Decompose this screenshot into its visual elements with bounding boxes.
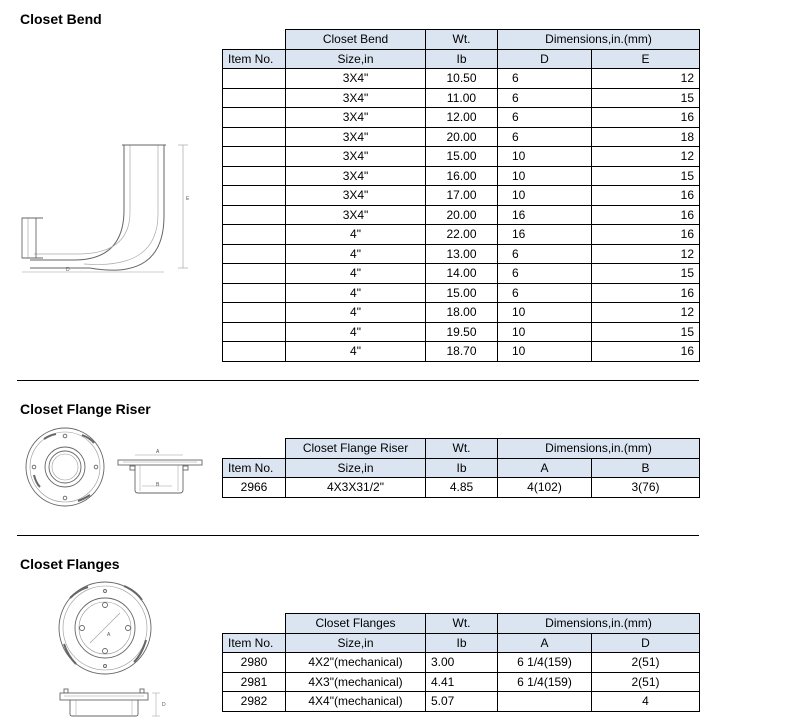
- cell-dim-1: 10: [498, 186, 592, 206]
- cell-dim-1: 6: [498, 127, 592, 147]
- cell-dim-2: 15: [592, 322, 700, 342]
- header-wt: Wt.: [426, 614, 498, 634]
- header-e: E: [592, 49, 700, 69]
- cell-dim-2: 16: [592, 342, 700, 362]
- header-d: D: [592, 633, 700, 653]
- table-row: [223, 69, 700, 89]
- table-row: [223, 244, 700, 264]
- cell-dim-1: 6: [498, 264, 592, 284]
- cell-weight: 22.00: [426, 225, 498, 245]
- table-row: [223, 127, 700, 147]
- cell-weight: 15.00: [426, 147, 498, 167]
- cell-dim-1: 10: [498, 322, 592, 342]
- cell-size: 3X4": [286, 88, 426, 108]
- header-item-no: Item No.: [223, 458, 286, 478]
- cell-size: 4X3"(mechanical): [286, 672, 426, 692]
- table-subheader-row: [223, 633, 700, 653]
- cell-size: 3X4": [286, 108, 426, 128]
- cell-size: 3X4": [286, 69, 426, 89]
- flanges-label-a: A: [107, 632, 111, 638]
- cell-dim-1: 10: [498, 147, 592, 167]
- cell-size: 3X4": [286, 127, 426, 147]
- cell-dim-2: 12: [592, 244, 700, 264]
- cell-dim-1: 10: [498, 303, 592, 323]
- cell-dim-2: 2(51): [592, 672, 700, 692]
- cell-dim-2: 16: [592, 225, 700, 245]
- cell-weight: 17.00: [426, 186, 498, 206]
- cell-item-no: 2982: [223, 692, 286, 712]
- cell-dim-2: 18: [592, 127, 700, 147]
- cell-item-no: 2980: [223, 653, 286, 673]
- header-ib: Ib: [426, 49, 498, 69]
- table-subheader-row: [223, 458, 700, 478]
- flanges-label-d: D: [162, 702, 166, 708]
- closet-bend-table: [222, 29, 700, 362]
- cell-size: 4": [286, 303, 426, 323]
- cell-weight: 12.00: [426, 108, 498, 128]
- cell-item-no: [223, 342, 286, 362]
- cell-weight: 10.50: [426, 69, 498, 89]
- cell-dim-1: 6: [498, 108, 592, 128]
- closet-flanges-drawing: [50, 578, 180, 723]
- cell-item-no: [223, 264, 286, 284]
- cell-dim-1: 4(102): [498, 478, 592, 498]
- table-header-row: [223, 614, 700, 634]
- header-wt: Wt.: [426, 30, 498, 50]
- cell-item-no: 2966: [223, 478, 286, 498]
- table-row: [223, 653, 700, 673]
- cell-size: 4X2"(mechanical): [286, 653, 426, 673]
- cell-dim-2: 15: [592, 88, 700, 108]
- header-size: Size,in: [286, 633, 426, 653]
- header-item-no: Item No.: [223, 633, 286, 653]
- closet-flanges-title: Closet Flanges: [20, 556, 120, 572]
- cell-item-no: [223, 283, 286, 303]
- table-row: [223, 166, 700, 186]
- cell-dim-1: 6: [498, 88, 592, 108]
- cell-dim-1: 6: [498, 69, 592, 89]
- cell-weight: 15.00: [426, 283, 498, 303]
- table-header-row: [223, 439, 700, 459]
- cell-size: 4": [286, 283, 426, 303]
- cell-dim-1: 10: [498, 166, 592, 186]
- cell-size: 4X4"(mechanical): [286, 692, 426, 712]
- riser-label-b: B: [156, 482, 160, 488]
- cell-dim-2: 16: [592, 205, 700, 225]
- closet-flange-riser-title: Closet Flange Riser: [20, 401, 151, 417]
- cell-weight: 11.00: [426, 88, 498, 108]
- cell-weight: 20.00: [426, 205, 498, 225]
- table-row: [223, 186, 700, 206]
- cell-item-no: [223, 166, 286, 186]
- cell-dim-1: [498, 692, 592, 712]
- cell-size: 4": [286, 322, 426, 342]
- cell-item-no: [223, 108, 286, 128]
- cell-item-no: [223, 88, 286, 108]
- cell-dim-2: 16: [592, 186, 700, 206]
- table-row: [223, 283, 700, 303]
- header-dimensions: Dimensions,in.(mm): [498, 614, 700, 634]
- cell-dim-2: 4: [592, 692, 700, 712]
- cell-dim-1: 6 1/4(159): [498, 653, 592, 673]
- closet-flange-riser-drawing: [22, 425, 212, 510]
- cell-item-no: [223, 322, 286, 342]
- cell-item-no: 2981: [223, 672, 286, 692]
- cell-dim-2: 15: [592, 166, 700, 186]
- closet-bend-title: Closet Bend: [20, 11, 102, 27]
- cell-size: 3X4": [286, 147, 426, 167]
- cell-item-no: [223, 127, 286, 147]
- header-ib: Ib: [426, 633, 498, 653]
- cell-weight: 4.41: [426, 672, 498, 692]
- header-a: A: [498, 633, 592, 653]
- table-row: [223, 88, 700, 108]
- header-size: Size,in: [286, 458, 426, 478]
- cell-item-no: [223, 186, 286, 206]
- section-divider: [17, 380, 699, 381]
- cell-size: 4": [286, 225, 426, 245]
- table-row: [223, 205, 700, 225]
- cell-weight: 16.00: [426, 166, 498, 186]
- table-row: [223, 225, 700, 245]
- cell-weight: 3.00: [426, 653, 498, 673]
- cell-dim-2: 12: [592, 147, 700, 167]
- cell-dim-2: 2(51): [592, 653, 700, 673]
- table-subheader-row: [223, 49, 700, 69]
- cell-size: 4": [286, 244, 426, 264]
- cell-item-no: [223, 69, 286, 89]
- cell-weight: 20.00: [426, 127, 498, 147]
- cell-dim-1: 6 1/4(159): [498, 672, 592, 692]
- cell-dim-1: 6: [498, 244, 592, 264]
- cell-size: 4": [286, 342, 426, 362]
- cell-item-no: [223, 205, 286, 225]
- closet-bend-label-d: D: [66, 267, 70, 273]
- closet-flanges-table: [222, 613, 700, 712]
- header-b: B: [592, 458, 700, 478]
- cell-weight: 4.85: [426, 478, 498, 498]
- cell-dim-2: 15: [592, 264, 700, 284]
- cell-item-no: [223, 244, 286, 264]
- header-product: Closet Bend: [286, 30, 426, 50]
- table-row: [223, 322, 700, 342]
- header-a: A: [498, 458, 592, 478]
- cell-weight: 14.00: [426, 264, 498, 284]
- cell-weight: 13.00: [426, 244, 498, 264]
- table-row: [223, 342, 700, 362]
- closet-flange-riser-table: [222, 438, 700, 498]
- table-row: [223, 108, 700, 128]
- header-dimensions: Dimensions,in.(mm): [498, 439, 700, 459]
- cell-weight: 19.50: [426, 322, 498, 342]
- header-dimensions: Dimensions,in.(mm): [498, 30, 700, 50]
- cell-dim-2: 16: [592, 283, 700, 303]
- cell-weight: 18.70: [426, 342, 498, 362]
- header-product: Closet Flanges: [286, 614, 426, 634]
- cell-dim-1: 16: [498, 225, 592, 245]
- cell-size: 3X4": [286, 205, 426, 225]
- cell-dim-1: 6: [498, 283, 592, 303]
- table-row: [223, 147, 700, 167]
- cell-dim-1: 16: [498, 205, 592, 225]
- header-d: D: [498, 49, 592, 69]
- cell-weight: 5.07: [426, 692, 498, 712]
- header-ib: Ib: [426, 458, 498, 478]
- cell-item-no: [223, 303, 286, 323]
- cell-weight: 18.00: [426, 303, 498, 323]
- cell-dim-2: 3(76): [592, 478, 700, 498]
- header-item-no: Item No.: [223, 49, 286, 69]
- section-divider: [17, 535, 699, 536]
- riser-label-a: A: [156, 449, 160, 455]
- header-wt: Wt.: [426, 439, 498, 459]
- table-row: [223, 692, 700, 712]
- table-row: [223, 478, 700, 498]
- cell-dim-2: 16: [592, 108, 700, 128]
- header-size: Size,in: [286, 49, 426, 69]
- header-product: Closet Flange Riser: [286, 439, 426, 459]
- cell-size: 4X3X31/2": [286, 478, 426, 498]
- table-row: [223, 264, 700, 284]
- cell-size: 3X4": [286, 186, 426, 206]
- cell-dim-2: 12: [592, 303, 700, 323]
- cell-item-no: [223, 147, 286, 167]
- table-row: [223, 303, 700, 323]
- cell-dim-2: 12: [592, 69, 700, 89]
- table-header-row: [223, 30, 700, 50]
- closet-bend-drawing: [18, 140, 198, 275]
- closet-bend-label-e: E: [186, 196, 190, 202]
- cell-size: 4": [286, 264, 426, 284]
- cell-size: 3X4": [286, 166, 426, 186]
- cell-dim-1: 10: [498, 342, 592, 362]
- cell-item-no: [223, 225, 286, 245]
- table-row: [223, 672, 700, 692]
